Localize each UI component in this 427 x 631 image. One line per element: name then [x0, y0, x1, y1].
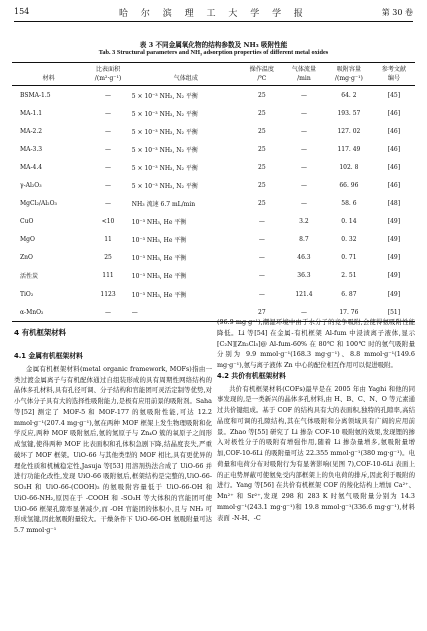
- cell-temp: 25: [258, 109, 266, 117]
- cell-ads: 193. 57: [337, 109, 361, 117]
- table-row: [12, 213, 415, 231]
- cell-flow: 3.2: [299, 218, 309, 226]
- cell-material: MgCl₂/Al₂O₃: [20, 200, 57, 208]
- cell-material: MA-1.1: [20, 109, 43, 117]
- table-caption-en: Tab. 3 Structural parameters and NH₃ adsorption properties of different metal oxides: [98, 49, 329, 56]
- cell-ads: 58. 6: [341, 200, 357, 208]
- cell-gas: 5 × 10⁻³ NH₃, N₂ 平衡: [131, 92, 198, 100]
- cell-temp: —: [258, 218, 265, 226]
- header-surface-area: 比表面积 /(m²·g⁻¹): [85, 63, 131, 86]
- cell-gas: —: [131, 303, 241, 322]
- cell-ref: [49]: [387, 290, 401, 298]
- cell-flow: 36.3: [297, 272, 311, 280]
- cell-sa: —: [105, 200, 112, 208]
- cell-material: MA-3.3: [20, 145, 43, 153]
- cell-material: MA-2.2: [20, 127, 43, 135]
- cell-ads: 0. 71: [341, 254, 357, 262]
- cell-ads: 102. 8: [339, 163, 359, 171]
- table-row: [12, 140, 415, 158]
- body-paragraph: 金属有机框架材料(metal organic framework, MOFs)指由一类过渡金属离子与有机配体通过自组装形成的具有周期性网络结构的晶体多孔材料,具有孔径可调、分子结构和官能团可灵活定制等优势,对小气体分子具有大的选择性吸附能力,是极有应用前景的吸附剂。Saha 等[52] 测定了 MOF-5 和 MOF-177 的氨吸附性能,可达 12.2 mmol·g⁻¹(207.4 mg·g⁻¹),氨在两种 MOF 框架上发生物理吸附和化学反应,两种 MOF 吸附氨后,氨的氮原子与 Zn₄O 簇的氧原子之间形成氢键,使得两种 MOF 比表面积和孔体积急剧下降,结晶度丧失,严重破坏了 MOF 框架。UiO-66 与其他类型的 MOF 相比,具有更优异的理化性质和机械稳定性,Jasuja 等[53] 用溶剂热法合成了 UiO-66 并进行功能化改性,发现 UiO-66 吸附氨后,框架结构是完整的,UiO-66-SO₃H 和 UiO-66-(COOH)₂ 的氨吸附容量低于 UiO-66-OH 和 UiO-66-NH₂,原因在于 -COOH 和 -SO₃H 等大体积的官能团可使 UiO-66 框架孔隙率显著减少,而 -OH 官能团的体积小,且与 NH₃ 可形成氢键,因此氨吸附量较大。干燥条件下 UiO-66-OH 氨吸附量可达 5.7 mmol·g⁻¹: [14, 364, 212, 534]
- cell-material: MA-4.4: [20, 163, 43, 171]
- cell-ads: 66. 96: [339, 182, 359, 190]
- subsection-heading-mof: 4.1 金属有机框架材料: [14, 352, 83, 360]
- table-row: [12, 86, 415, 105]
- cell-gas: 10⁻³ NH₃, He 平衡: [131, 255, 187, 263]
- body-paragraph: 共价有机框架材料(COFs)最早是在 2005 年由 Yaghi 和他的同事发现的,是一类新兴的晶体多孔材料,由 H、B、C、N、O 等元素通过共价键组成。基于 COF 的结构具有大的表面积,独特的孔隙率,高结晶度和可调的孔隙结构,其在气体吸附和分离领域具有广阔的应用前景。Zhao 等[55] 研究了 Li 掺杂 COF-10 吸附氨的效果,发现锂的掺入对极性分子的吸附有增强作用,随着 Li 掺杂量增多,氨吸附量增加,COF-10-6Li 的吸附量可达 22.355 mmol·g⁻¹(380 mg·g⁻¹)。电荷量和电荷分布对吸附行为有显著影响(见图 7),COF-10-6Li 表面上的正电势屏蔽可使氨免受内部框架上的负电荷的排斥,因此利于吸附的进行。Yang 等[56] 在共价有机框架 COF 的羧化结构上增加 Ca²⁺、Mn²⁺ 和 Sr²⁺,发现 298 和 283 K 时氨气吸附量分别为 14.3 mmol·g⁻¹(243.1 mg·g⁻¹)和 19.8 mmol·g⁻¹(336.6 mg·g⁻¹),材料表面 -N-H、-C: [217, 384, 415, 522]
- cell-material: α-MnO₂: [12, 303, 85, 322]
- cell-sa: <10: [101, 218, 115, 226]
- cell-temp: 25: [258, 145, 266, 153]
- cell-gas: 10⁻³ NH₃, He 平衡: [131, 237, 187, 245]
- cell-temp: —: [258, 272, 265, 280]
- cell-sa: 25: [104, 254, 112, 262]
- header-gas: 气体组成: [131, 63, 241, 86]
- cell-temp: —: [258, 254, 265, 262]
- cell-flow: 46.3: [297, 254, 311, 262]
- table-row: [12, 249, 415, 267]
- cell-ads: 0. 14: [341, 218, 357, 226]
- cell-ref: [45]: [387, 91, 401, 99]
- cell-flow: —: [300, 91, 307, 99]
- cell-ref: [49]: [387, 218, 401, 226]
- cell-sa: 1123: [100, 290, 116, 298]
- cell-ref: [46]: [387, 182, 401, 190]
- cell-ref: [46]: [387, 109, 401, 117]
- cell-flow: —: [300, 200, 307, 208]
- cell-flow: —: [300, 182, 307, 190]
- cell-temp: 25: [258, 182, 266, 190]
- table-row: [12, 158, 415, 176]
- cell-ref: [46]: [387, 127, 401, 135]
- cell-ref: [49]: [387, 236, 401, 244]
- cell-temp: 25: [258, 200, 266, 208]
- left-column: [14, 318, 212, 536]
- table-row: [12, 285, 415, 303]
- cell-flow: —: [300, 163, 307, 171]
- cell-material: MgO: [20, 236, 35, 244]
- cell-gas: 5 × 10⁻³ NH₃, N₂ 平衡: [131, 128, 198, 136]
- cell-ref: [48]: [387, 200, 401, 208]
- cell-material: TiO₂: [20, 290, 34, 298]
- cell-ads: 0. 32: [341, 236, 357, 244]
- cell-sa: —: [105, 91, 112, 99]
- cell-material: γ-Al₂O₃: [20, 182, 42, 190]
- section-heading: 4 有机框架材料: [14, 328, 67, 337]
- cell-flow: —: [300, 145, 307, 153]
- table-row: [12, 104, 415, 122]
- cell-gas: 5 × 10⁻³ NH₃, N₂ 平衡: [131, 183, 198, 191]
- page-number: 154: [14, 7, 30, 16]
- cell-gas: 10⁻³ NH₃, He 平衡: [131, 219, 187, 227]
- table-header-row: [12, 63, 415, 86]
- cell-ref: [46]: [387, 145, 401, 153]
- cell-material: CuO: [20, 218, 34, 226]
- header-rule: [14, 21, 413, 22]
- data-table: [12, 62, 415, 322]
- cell-sa: 111: [102, 272, 114, 280]
- table-row: [12, 195, 415, 213]
- table-row: [12, 267, 415, 285]
- cell-gas: 10⁻³ NH₃, He 平衡: [131, 273, 187, 281]
- table-row: [12, 231, 415, 249]
- cell-material: 活性炭: [20, 273, 39, 281]
- cell-ads: 117. 49: [337, 145, 361, 153]
- cell-ads: 64. 2: [341, 91, 357, 99]
- cell-ref: [51]: [373, 303, 415, 322]
- cell-ref: [49]: [387, 254, 401, 262]
- cell-flow: 121.4: [295, 290, 313, 298]
- cell-gas: 10⁻³ NH₃, He 平衡: [131, 291, 187, 299]
- cell-gas: 5 × 10⁻³ NH₃, N₂ 平衡: [131, 146, 198, 154]
- cell-flow: 8.7: [299, 236, 309, 244]
- cell-sa: —: [85, 303, 131, 322]
- cell-sa: —: [105, 127, 112, 135]
- cell-temp: 25: [258, 127, 266, 135]
- journal-title: 哈 尔 滨 理 工 大 学 学 报: [119, 9, 308, 19]
- header-temperature: 操作温度 /℃: [241, 63, 283, 86]
- cell-ads: 17. 76: [325, 303, 373, 322]
- cell-gas: 5 × 10⁻³ NH₃, N₂ 平衡: [131, 164, 198, 172]
- cell-flow: —: [300, 109, 307, 117]
- cell-temp: 25: [258, 163, 266, 171]
- right-column: [217, 317, 415, 523]
- cell-ads: 127. 02: [337, 127, 361, 135]
- cell-material: BSMA-1.5: [20, 91, 51, 99]
- volume-label: 第 30 卷: [381, 8, 413, 17]
- subsection-heading-cof: 4.2 共价有机框架材料: [217, 371, 286, 380]
- page-header: [14, 6, 413, 20]
- body-paragraph: (96.9 mg·g⁻¹),潮湿环境中由于水分子的竞争吸附,会使得氨吸附性能降低。Li 等[54] 在金属-有机框架 Al-fum 中浸渍离子液体,显示[C₂N][Zn₂Cl₅]@ Al-fum-60% 在 80℃ 和 100℃ 时的氨气吸附量分别为 9.9 mmol·g⁻¹(168.3 mg·g⁻¹)、8.8 mmol·g⁻¹(149.6 mg·g⁻¹),氨与离子液体 Zn 中心的配位相互作用可以促进吸附。: [217, 318, 415, 369]
- cell-sa: —: [105, 109, 112, 117]
- cell-sa: —: [105, 182, 112, 190]
- cell-ref: [46]: [387, 163, 401, 171]
- cell-temp: —: [258, 236, 265, 244]
- header-adsorption: 吸附容量 /(mg·g⁻¹): [325, 63, 373, 86]
- cell-flow: —: [283, 303, 325, 322]
- cell-temp: 27: [241, 303, 283, 322]
- table-row: [12, 176, 415, 194]
- cell-sa: —: [105, 163, 112, 171]
- cell-material: ZnO: [20, 254, 33, 262]
- cell-temp: —: [258, 290, 265, 298]
- cell-sa: 11: [104, 236, 112, 244]
- header-reference: 参考文献 编号: [373, 63, 415, 86]
- cell-ads: 2. 51: [341, 272, 357, 280]
- cell-ref: [49]: [387, 272, 401, 280]
- table-caption-zh: 表 3 不同金属氧化物的结构参数及 NH₃ 吸附性能: [139, 41, 288, 49]
- cell-sa: —: [105, 145, 112, 153]
- header-material: 材料: [12, 63, 85, 86]
- cell-ads: 6. 87: [341, 290, 357, 298]
- header-flow: 气体流量 /min: [283, 63, 325, 86]
- cell-temp: 25: [258, 91, 266, 99]
- cell-flow: —: [300, 127, 307, 135]
- cell-gas: NH₃ 流速 6.7 mL/min: [131, 201, 196, 209]
- table-row: [12, 122, 415, 140]
- cell-gas: 5 × 10⁻³ NH₃, N₂ 平衡: [131, 110, 198, 118]
